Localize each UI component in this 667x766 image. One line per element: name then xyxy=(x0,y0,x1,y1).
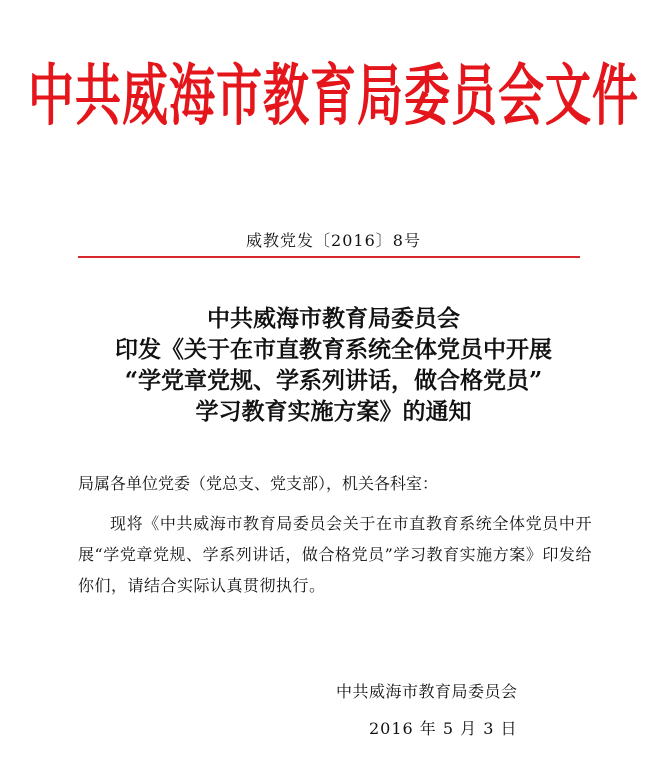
red-divider-line xyxy=(78,256,580,258)
body-paragraph: 现将《中共威海市教育局委员会关于在市直教育系统全体党员中开展“学党章党规、学系列讲话，做合格党员”学习教育实施方案》印发给你们，请结合实际认真贯彻执行。 xyxy=(78,514,592,595)
title-line-4: 学习教育实施方案》的通知 xyxy=(195,398,472,425)
signature-date: 2016 年 5 月 3 日 xyxy=(369,719,518,738)
signature-organization: 中共威海市教育局委员会 xyxy=(336,682,518,701)
title-line-3: “学党章党规、学系列讲话，做合格党员” xyxy=(124,367,543,394)
notice-title xyxy=(0,303,667,427)
document-number: 威教党发〔2016〕8号 xyxy=(246,231,421,250)
salutation: 局属各单位党委（党总支、党支部），机关各科室： xyxy=(78,474,439,493)
title-line-2: 印发《关于在市直教育系统全体党员中开展 xyxy=(115,336,552,363)
masthead-title: 中共威海市教育局委员会文件 xyxy=(28,56,639,135)
title-line-1: 中共威海市教育局委员会 xyxy=(207,305,460,332)
